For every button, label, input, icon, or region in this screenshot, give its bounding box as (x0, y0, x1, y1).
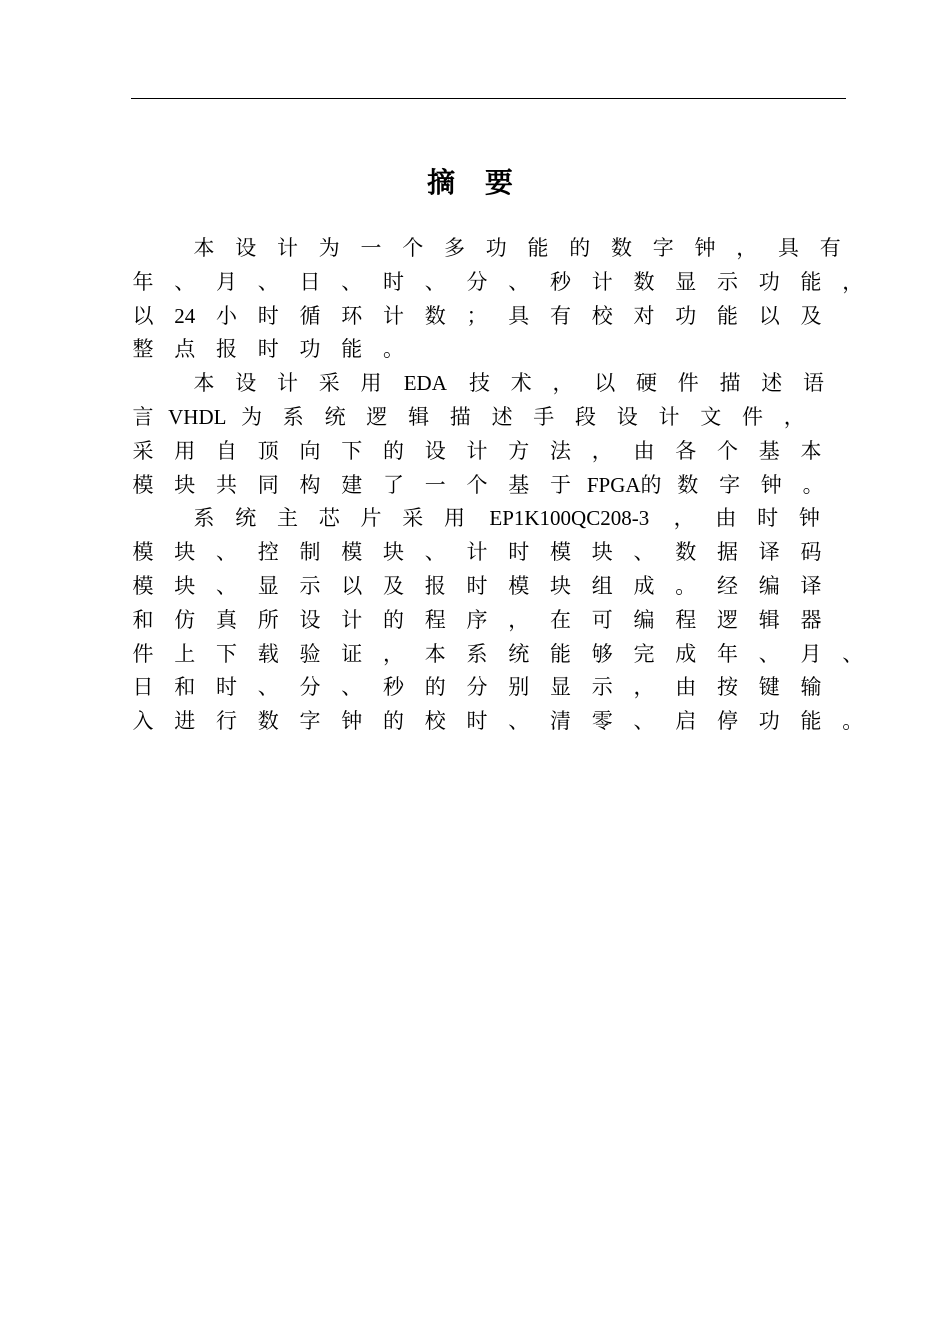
abstract-char: 本 (193, 236, 215, 260)
abstract-char: 同 (257, 472, 279, 497)
abstract-char: 本 (193, 371, 215, 396)
abstract-char: 一 (360, 236, 382, 260)
abstract-char: 的 (424, 675, 446, 700)
abstract-char: 、 (341, 675, 363, 700)
abstract-char: 述 (491, 405, 513, 429)
abstract-char: 组 (591, 574, 613, 598)
page-title: 摘 要 (427, 166, 523, 199)
abstract-char: 主 (277, 506, 298, 531)
abstract-char: 个 (466, 472, 488, 497)
abstract-char: 功 (758, 269, 780, 294)
abstract-char: 的 (569, 236, 591, 260)
abstract-char: 采 (402, 506, 424, 531)
abstract-char: 件 (742, 405, 763, 429)
abstract-char: 描 (449, 405, 471, 429)
abstract-char: 时 (383, 269, 404, 294)
abstract-char: EP1K100QC208-3 (489, 506, 650, 531)
abstract-char: 能 (550, 641, 571, 666)
abstract-char: 功 (299, 337, 321, 362)
abstract-char: 分 (466, 269, 488, 294)
abstract-char: 模 (550, 540, 571, 565)
abstract-char: 块 (591, 540, 613, 565)
abstract-char: ， (633, 675, 655, 700)
abstract-char: 功 (675, 303, 697, 328)
abstract-line (0, 704, 950, 738)
abstract-char: 模 (132, 472, 154, 497)
abstract-char: 时 (466, 574, 488, 598)
abstract-char: 设 (424, 438, 446, 463)
abstract-char: 据 (717, 540, 738, 565)
abstract-char: 、 (633, 540, 655, 565)
abstract-char: 设 (616, 405, 638, 429)
abstract-char: 能 (717, 303, 738, 328)
abstract-char: 示 (299, 574, 321, 598)
abstract-char: ， (591, 438, 613, 463)
abstract-char: 的 (383, 607, 404, 632)
abstract-char: ， (673, 506, 695, 531)
abstract-char: 够 (591, 641, 613, 666)
abstract-char: 描 (719, 371, 741, 396)
abstract-char: 由 (715, 506, 737, 531)
abstract-line (0, 434, 950, 468)
abstract-char: 循 (299, 303, 321, 328)
abstract-char: 计 (658, 405, 680, 429)
abstract-char: 编 (633, 607, 655, 632)
abstract-char: 字 (299, 709, 321, 734)
abstract-char: 设 (299, 607, 321, 632)
abstract-char: 时 (466, 709, 488, 734)
abstract-char: 系 (193, 506, 215, 531)
abstract-char: 系 (282, 405, 304, 429)
abstract-char: 逻 (366, 405, 388, 429)
abstract-char: 系 (466, 641, 488, 666)
abstract-char: 。 (802, 472, 824, 497)
abstract-char: 校 (424, 709, 446, 734)
header-rule (131, 98, 846, 99)
abstract-line (0, 332, 950, 366)
abstract-char: 统 (235, 506, 257, 531)
abstract-char: 。 (383, 337, 404, 362)
abstract-char: 完 (633, 641, 655, 666)
abstract-char: 片 (360, 506, 382, 531)
abstract-char: 键 (758, 675, 780, 700)
abstract-char: 模 (508, 574, 530, 598)
abstract-line (0, 231, 950, 265)
abstract-char: 载 (257, 641, 279, 666)
abstract-char: 验 (299, 641, 321, 666)
abstract-char: 钟 (760, 472, 782, 497)
abstract-char: 、 (424, 540, 446, 565)
abstract-char: 钟 (694, 236, 716, 260)
abstract-char: 日 (132, 675, 154, 700)
abstract-char: 采 (132, 438, 154, 463)
abstract-char: 为 (318, 236, 340, 260)
abstract-char: 、 (508, 269, 530, 294)
abstract-char: 时 (257, 337, 279, 362)
abstract-char: ， (842, 269, 864, 294)
abstract-char: 数 (424, 303, 446, 328)
abstract-char: 输 (800, 675, 822, 700)
abstract-line (0, 265, 950, 299)
abstract-char: 真 (216, 607, 237, 632)
abstract-char: 日 (299, 269, 321, 294)
abstract-char: 逻 (717, 607, 738, 632)
abstract-char: 段 (575, 405, 596, 429)
abstract-char: 了 (383, 472, 404, 497)
abstract-char: 别 (508, 675, 530, 700)
abstract-char: 。 (842, 709, 864, 734)
abstract-char: 语 (803, 371, 824, 396)
abstract-char: 以 (594, 371, 616, 396)
abstract-char: 设 (235, 371, 257, 396)
abstract-char: ， (383, 641, 404, 666)
abstract-char: 时 (757, 506, 779, 531)
abstract-char: 以 (758, 303, 780, 328)
abstract-char: 块 (174, 574, 196, 598)
abstract-char: 共 (216, 472, 237, 497)
abstract-char: 的 (383, 709, 404, 734)
abstract-char: 、 (633, 709, 655, 734)
abstract-char: 经 (717, 574, 738, 598)
abstract-char: 统 (508, 641, 530, 666)
abstract-char: 用 (360, 371, 382, 396)
abstract-char: 年 (717, 641, 738, 666)
abstract-char: 显 (550, 675, 571, 700)
abstract-char: 各 (675, 438, 697, 463)
abstract-char: 、 (424, 269, 446, 294)
abstract-char: 计 (341, 607, 363, 632)
abstract-char: 自 (216, 438, 237, 463)
abstract-char: ， (508, 607, 530, 632)
abstract-char: 程 (424, 607, 446, 632)
abstract-char: 环 (341, 303, 363, 328)
abstract-char: 个 (717, 438, 738, 463)
abstract-char: 以 (132, 303, 154, 328)
abstract-char: 、 (257, 269, 279, 294)
abstract-char: 、 (216, 574, 237, 598)
abstract-line (0, 501, 950, 535)
abstract-char: 校 (591, 303, 613, 328)
abstract-char: 、 (257, 675, 279, 700)
abstract-char: 统 (324, 405, 346, 429)
abstract-char: 能 (800, 269, 822, 294)
abstract-char: 计 (277, 236, 298, 260)
abstract-char: 数 (257, 709, 279, 734)
abstract-char: VHDL (168, 405, 227, 429)
abstract-char: 能 (527, 236, 549, 260)
abstract-char: 证 (341, 641, 363, 666)
abstract-char: 有 (819, 236, 841, 260)
abstract-char: 及 (800, 303, 822, 328)
abstract-char: 点 (174, 337, 196, 362)
abstract-line (0, 670, 950, 704)
abstract-char: 计 (466, 540, 488, 565)
abstract-char: 硬 (636, 371, 657, 396)
abstract-char: 有 (550, 303, 571, 328)
abstract-char: 由 (633, 438, 655, 463)
abstract-char: 小 (216, 303, 237, 328)
abstract-char: 计 (383, 303, 404, 328)
abstract-char: 手 (533, 405, 555, 429)
abstract-char: 块 (174, 472, 196, 497)
abstract-char: 仿 (174, 607, 196, 632)
abstract-char: 24 (174, 303, 196, 328)
abstract-char: 对 (633, 303, 655, 328)
abstract-char: 制 (299, 540, 321, 565)
abstract-char: ； (466, 303, 488, 328)
abstract-char: 零 (591, 709, 613, 734)
abstract-char: ， (783, 405, 805, 429)
abstract-char: 按 (717, 675, 738, 700)
abstract-line (0, 468, 950, 502)
abstract-char: 可 (591, 607, 613, 632)
abstract-char: 设 (235, 236, 257, 260)
abstract-char: 秒 (550, 269, 571, 294)
abstract-char: 分 (299, 675, 321, 700)
abstract-char: 时 (257, 303, 279, 328)
abstract-char: 数 (611, 236, 632, 260)
abstract-char: 构 (299, 472, 321, 497)
abstract-char: 译 (758, 540, 780, 565)
abstract-char: 技 (469, 371, 490, 396)
abstract-char: 于 (550, 472, 571, 497)
abstract-char: 字 (652, 236, 674, 260)
abstract-char: 言 (132, 405, 154, 429)
abstract-char: 模 (341, 540, 363, 565)
abstract-char: 下 (341, 438, 363, 463)
abstract-char: 控 (257, 540, 279, 565)
abstract-char: 术 (510, 371, 532, 396)
abstract-char: 用 (174, 438, 196, 463)
abstract-char: 进 (174, 709, 196, 734)
abstract-char: 、 (842, 641, 864, 666)
abstract-char: ， (736, 236, 758, 260)
abstract-char: 一 (424, 472, 446, 497)
abstract-char: 数 (677, 472, 699, 497)
abstract-char: 钟 (798, 506, 820, 531)
abstract-char: 上 (174, 641, 196, 666)
abstract-char: 、 (341, 269, 363, 294)
abstract-char: 具 (778, 236, 799, 260)
abstract-char: 块 (383, 540, 404, 565)
abstract-char: 年 (132, 269, 154, 294)
abstract-line (0, 569, 950, 603)
abstract-char: 及 (383, 574, 404, 598)
abstract-line (0, 400, 950, 434)
abstract-char: 功 (758, 709, 780, 734)
abstract-char: 编 (758, 574, 780, 598)
abstract-char: 显 (257, 574, 279, 598)
abstract-char: 显 (675, 269, 697, 294)
abstract-char: 。 (675, 574, 697, 598)
abstract-char: 能 (341, 337, 363, 362)
abstract-char: 模 (132, 540, 154, 565)
abstract-char: EDA (403, 371, 447, 396)
abstract-char: 下 (216, 641, 237, 666)
abstract-char: 字 (719, 472, 741, 497)
abstract-char: 计 (466, 438, 488, 463)
abstract-char: 数 (675, 540, 697, 565)
abstract-line (0, 603, 950, 637)
abstract-char: 入 (132, 709, 154, 734)
abstract-char: 文 (700, 405, 722, 429)
abstract-char: 成 (675, 641, 697, 666)
abstract-char: 时 (508, 540, 530, 565)
abstract-char: 由 (675, 675, 697, 700)
abstract-char: 方 (508, 438, 530, 463)
abstract-char: 序 (466, 607, 488, 632)
abstract-char: 数 (633, 269, 655, 294)
abstract-char: 用 (444, 506, 465, 531)
abstract-line (0, 535, 950, 569)
abstract-char: 个 (402, 236, 424, 260)
abstract-char: 顶 (257, 438, 279, 463)
abstract-char: 以 (341, 574, 363, 598)
abstract-line (0, 366, 950, 400)
abstract-char: 件 (132, 641, 154, 666)
abstract-char: 在 (550, 607, 571, 632)
abstract-char: 多 (444, 236, 465, 260)
abstract-char: 、 (758, 641, 780, 666)
abstract-char: 块 (550, 574, 571, 598)
abstract-char: 钟 (341, 709, 363, 734)
abstract-char: 块 (174, 540, 196, 565)
abstract-char: 具 (508, 303, 530, 328)
abstract-char: 译 (800, 574, 822, 598)
abstract-char: 辑 (408, 405, 430, 429)
abstract-char: 整 (132, 337, 154, 362)
abstract-char: 本 (424, 641, 446, 666)
abstract-char: 本 (800, 438, 822, 463)
abstract-char: 程 (675, 607, 697, 632)
abstract-char: 报 (424, 574, 446, 598)
abstract-char: 的 (383, 438, 404, 463)
abstract-char: 建 (341, 472, 363, 497)
abstract-char: 辑 (758, 607, 780, 632)
abstract-char: 基 (758, 438, 780, 463)
abstract-char: 基 (508, 472, 530, 497)
abstract-char: 所 (257, 607, 279, 632)
abstract-char: 码 (800, 540, 822, 565)
abstract-char: 法 (550, 438, 571, 463)
abstract-char: 月 (800, 641, 822, 666)
abstract-char: 采 (318, 371, 340, 396)
abstract-char: 清 (550, 709, 571, 734)
abstract-char: 分 (466, 675, 488, 700)
abstract-char: 模 (132, 574, 154, 598)
abstract-char: FPGA的 (586, 472, 662, 497)
abstract-char: 为 (241, 405, 263, 429)
abstract-char: 启 (675, 709, 697, 734)
abstract-char: 示 (591, 675, 613, 700)
abstract-char: 停 (717, 709, 738, 734)
abstract-char: 行 (216, 709, 237, 734)
abstract-char: 述 (761, 371, 783, 396)
abstract-char: 、 (174, 269, 196, 294)
abstract-char: 功 (485, 236, 507, 260)
abstract-char: ， (552, 371, 574, 396)
abstract-char: 成 (633, 574, 655, 598)
abstract-char: 计 (591, 269, 613, 294)
abstract-line (0, 637, 950, 671)
abstract-char: 、 (508, 709, 530, 734)
abstract-char: 、 (216, 540, 237, 565)
abstract-char: 和 (174, 675, 196, 700)
abstract-char: 件 (677, 371, 699, 396)
abstract-char: 月 (216, 269, 237, 294)
abstract-char: 芯 (318, 506, 340, 531)
abstract-body (0, 231, 950, 751)
abstract-char: 报 (216, 337, 237, 362)
abstract-char: 时 (216, 675, 237, 700)
abstract-line (0, 299, 950, 333)
abstract-char: 向 (299, 438, 321, 463)
abstract-char: 和 (132, 607, 154, 632)
abstract-char: 能 (800, 709, 822, 734)
abstract-char: 秒 (383, 675, 404, 700)
abstract-char: 器 (800, 607, 822, 632)
abstract-char: 示 (717, 269, 738, 294)
abstract-char: 计 (277, 371, 298, 396)
